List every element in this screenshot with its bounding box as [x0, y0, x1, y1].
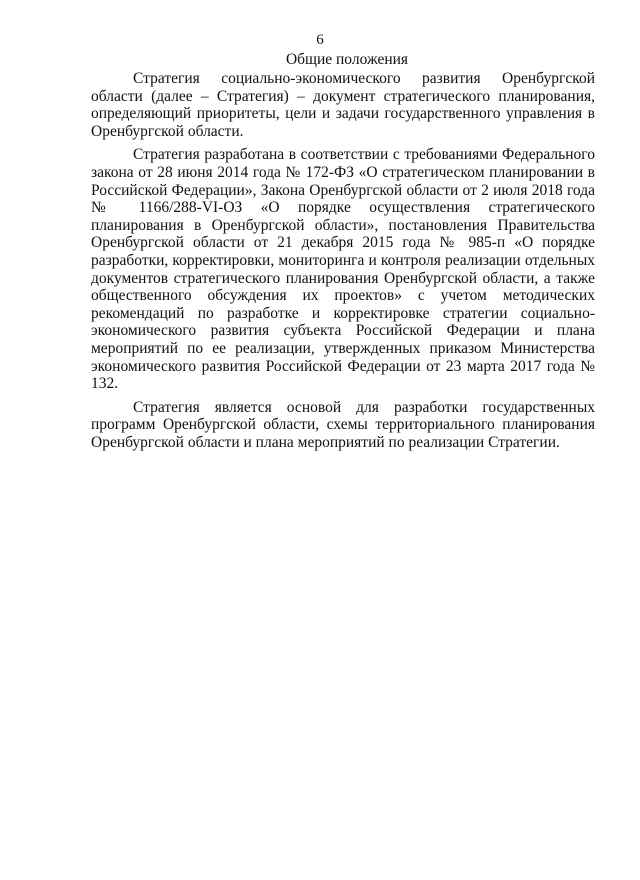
- paragraph-strategy-definition: Стратегия социально-экономического развития Оренбургской области (далее – Стратегия) – документ стратегического планирования, определяющий приоритеты, цели и задачи государственного управления в Оренбургской области.: [91, 70, 595, 140]
- document-body: [91, 51, 595, 457]
- paragraph-legal-basis: Стратегия разработана в соответствии с требованиями Федерального закона от 28 июня 2014 года № 172-ФЗ «О стратегическом планировании в Российской Федерации», Закона Оренбургской области от 2 июля 2018 года № 1166/288-VI-ОЗ «О порядке осуществления стратегического планирования в Оренбургской области», постановления Правительства Оренбургской области от 21 декабря 2015 года № 985-п «О порядке разработки, корректировки, мониторинга и контроля реализации отдельных документов стратегического планирования Оренбургской области, а также общественного обсуждения их проектов» с учетом методических рекомендаций по разработке и корректировке стратегии социально-экономического развития субъекта Российской Федерации и плана мероприятий по ее реализации, утвержденных приказом Министерства экономического развития Российской Федерации от 23 марта 2017 года № 132.: [91, 146, 595, 393]
- page-number: 6: [316, 32, 324, 48]
- section-title: Общие положения: [285, 51, 409, 68]
- paragraph-strategy-purpose: Стратегия является основой для разработки государственных программ Оренбургской области, схемы территориального планирования Оренбургской области и плана мероприятий по реализации Стратегии.: [91, 398, 595, 451]
